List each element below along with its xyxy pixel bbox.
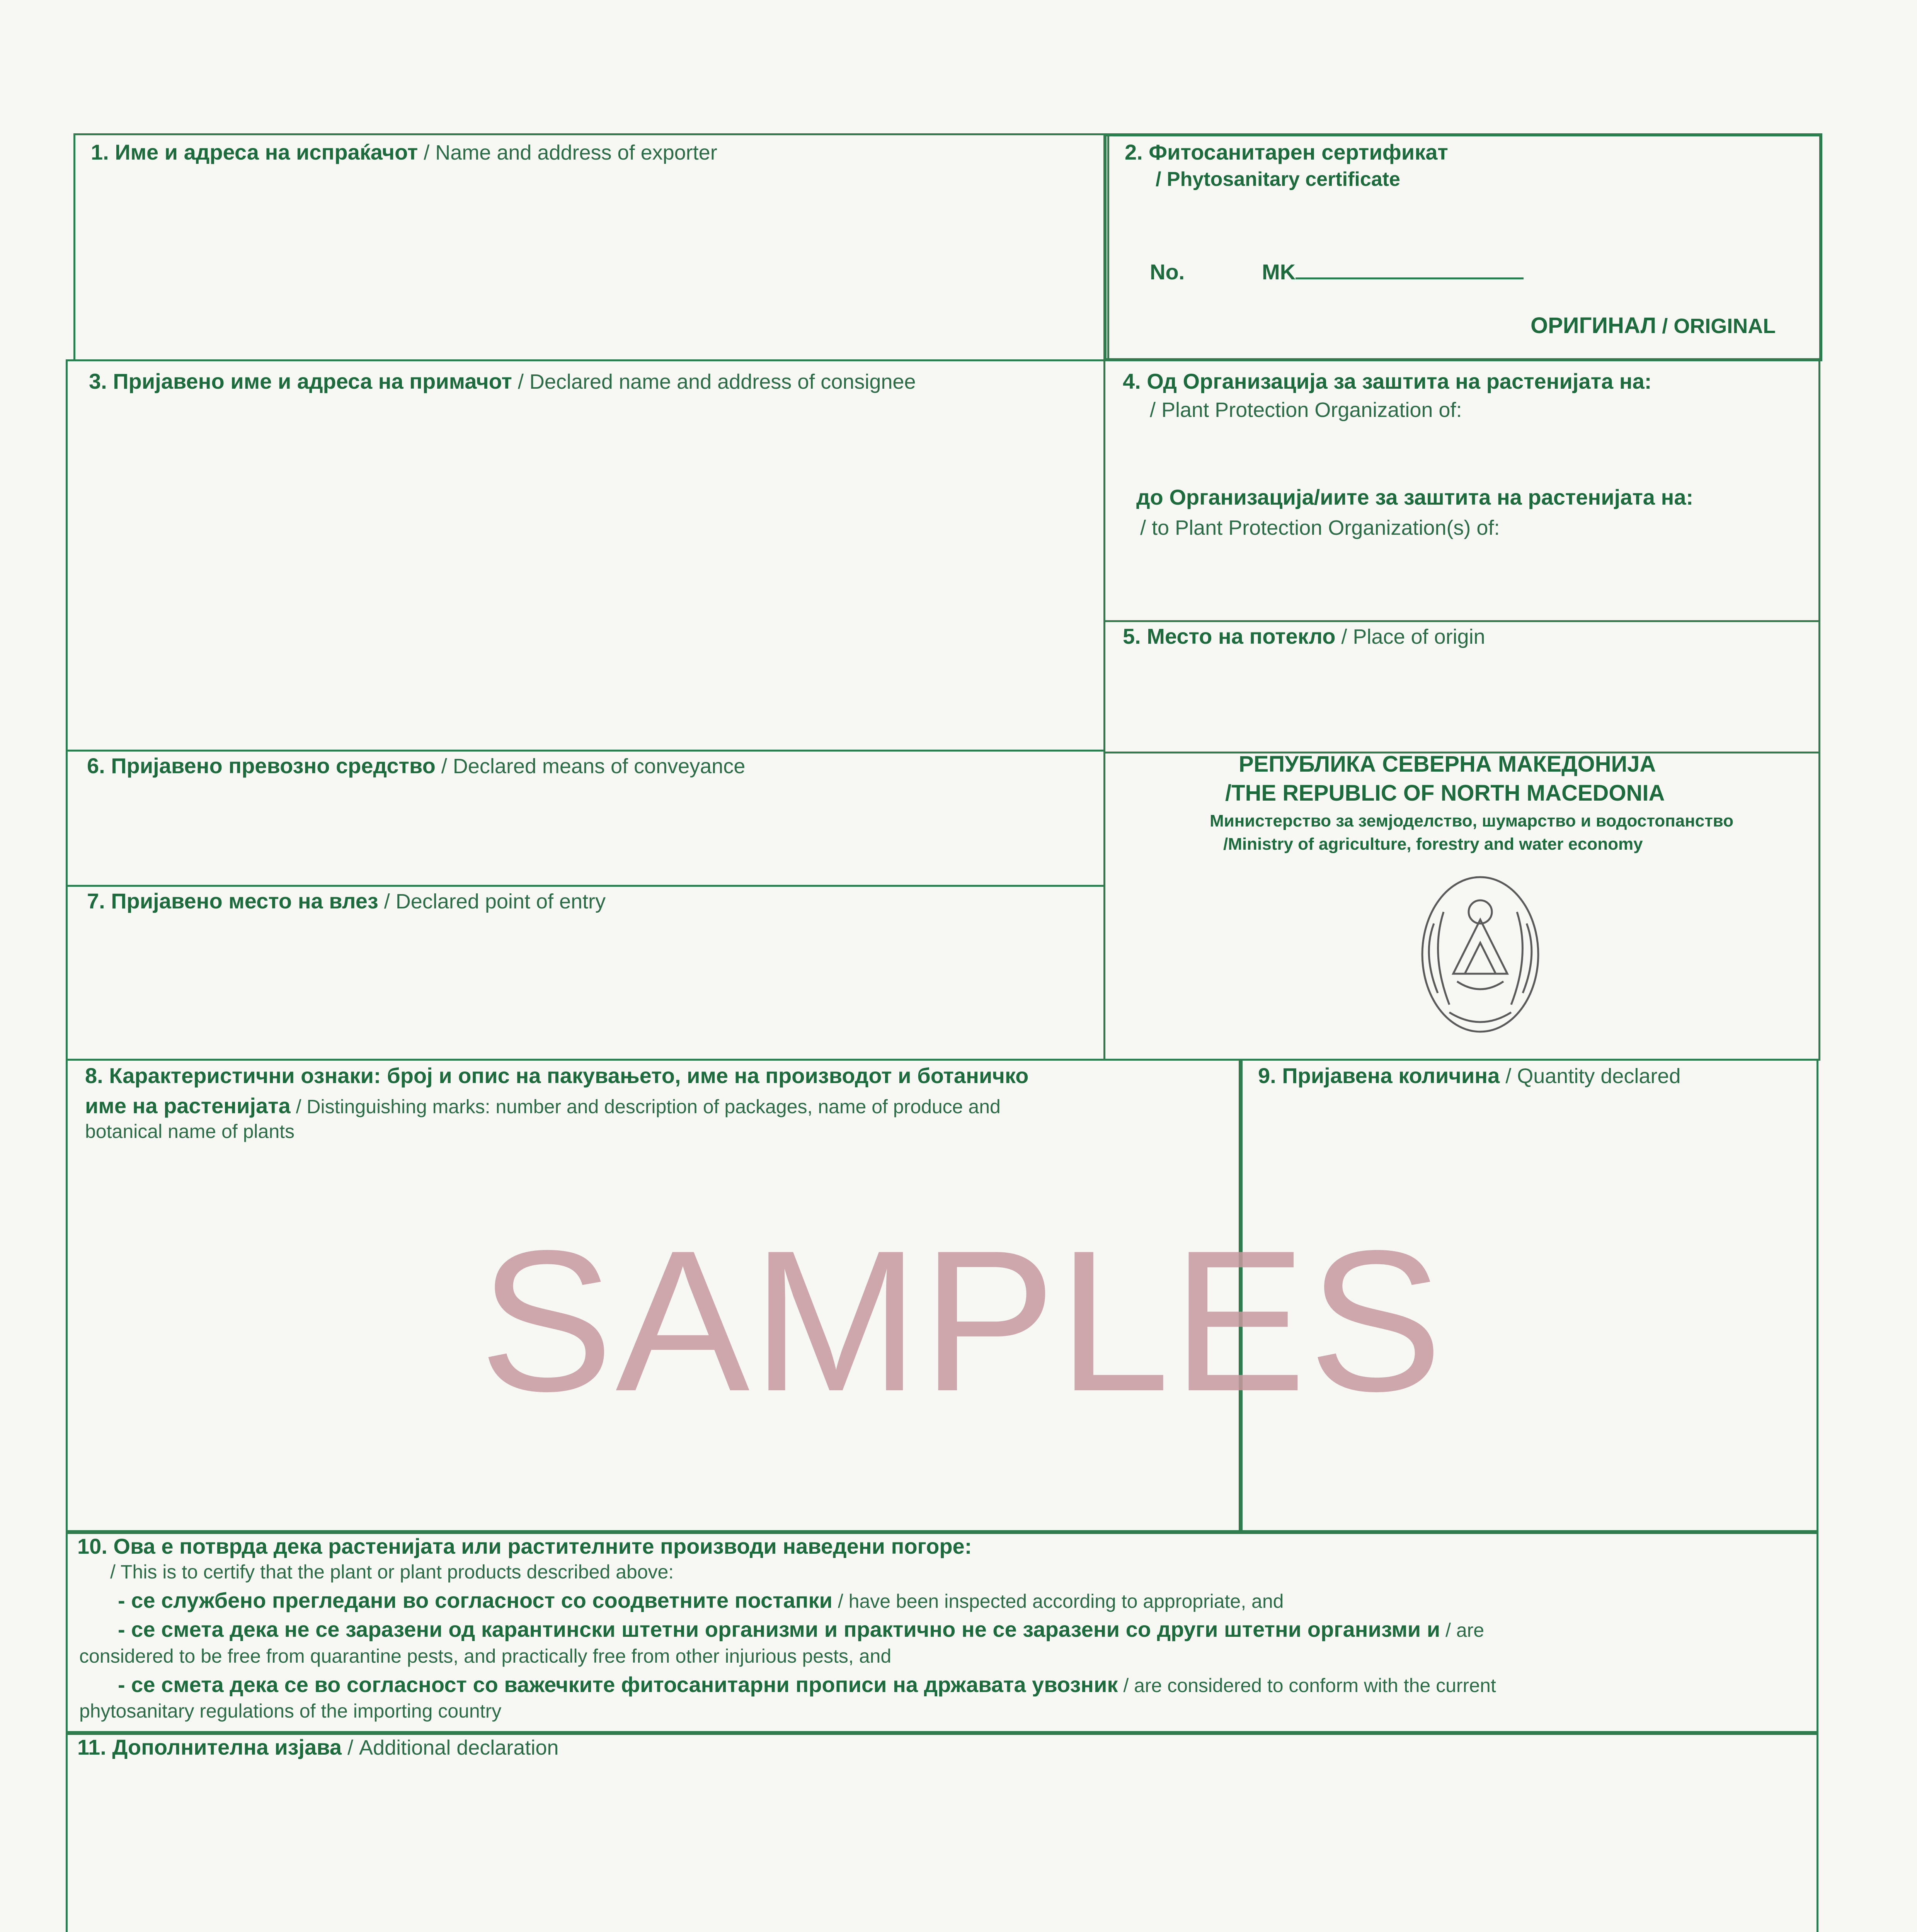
field-10-line2-cont: considered to be free from quarantine pests, and practically free from other injurious pests, and [79, 1645, 892, 1667]
field-4-label-from: 4. Од Организација за заштита на растенијата на: [1123, 369, 1652, 393]
samples-watermark: SAMPLES [479, 1209, 1445, 1433]
field-8-label-line1: 8. Карактеристични ознаки: број и опис на пакувањето, име на производот и ботаничко [85, 1063, 1029, 1088]
field-9-label: 9. Пријавена количина / Quantity declared [1258, 1063, 1681, 1088]
field-10-line1: - се службено прегледани во согласност со соодветните постапки / have been inspected according to appropriate, and [118, 1588, 1284, 1612]
field-7-label: 7. Пријавено место на влез / Declared point of entry [87, 889, 606, 913]
field-1-label: 1. Име и адреса на испраќачот / Name and address of exporter [91, 140, 717, 164]
field-8-label-line2: име на растенијата / Distinguishing marks: number and description of packages, name of produce and [85, 1094, 1001, 1118]
field-11-additional-declaration [66, 1731, 1818, 1932]
field-8-label-line3: botanical name of plants [85, 1121, 295, 1142]
field-3-consignee [66, 359, 1105, 752]
authority-country-mk: РЕПУБЛИКА СЕВЕРНА МАКЕДОНИЈА [1239, 752, 1656, 777]
field-2-number-line [1296, 262, 1524, 279]
field-10-subtitle: / This is to certify that the plant or plant products described above: [110, 1561, 674, 1583]
field-2-no-label: No. [1150, 260, 1185, 284]
field-2-subtitle: / Phytosanitary certificate [1156, 168, 1400, 190]
field-2-original: ОРИГИНАЛ / ORIGINAL [1531, 313, 1776, 338]
authority-ministry-en: /Ministry of agriculture, forestry and water economy [1223, 835, 1643, 854]
field-4-label-to-en: / to Plant Protection Organization(s) of: [1140, 516, 1500, 539]
field-5-label: 5. Место на потекло / Place of origin [1123, 624, 1485, 648]
field-10-title: 10. Ова е потврда дека растенијата или растителните производи наведени погоре: [77, 1534, 972, 1558]
field-2-mk-prefix: MK [1262, 260, 1296, 284]
field-10-line3-cont: phytosanitary regulations of the importing country [79, 1700, 502, 1722]
field-10-line3: - се смета дека се во согласност со важечките фитосанитарни прописи на државата увозник / are considered to conform with the current [118, 1672, 1496, 1697]
field-1-exporter [73, 133, 1109, 361]
field-2-title: 2. Фитосанитарен сертификат [1125, 140, 1448, 164]
field-3-label: 3. Пријавено име и адреса на примачот / Declared name and address of consignee [89, 369, 916, 393]
field-4-label-to: до Организација/иите за заштита на растенијата на: [1136, 485, 1694, 509]
field-2-number[interactable] [1262, 260, 1524, 284]
coat-of-arms-emblem [1407, 866, 1554, 1043]
field-6-label: 6. Пријавено превозно средство / Declared means of conveyance [87, 753, 746, 778]
field-4-label-from-en: / Plant Protection Organization of: [1150, 398, 1462, 422]
authority-ministry-mk: Министерство за земјоделство, шумарство и водостопанство [1210, 811, 1734, 830]
authority-country-en: /THE REPUBLIC OF NORTH MACEDONIA [1225, 781, 1665, 806]
field-10-line2: - се смета дека не се заразени од карантински штетни организми и практично не се заразени со други штетни организми и / are [118, 1617, 1485, 1641]
field-11-label: 11. Дополнителна изјава / Additional declaration [77, 1735, 559, 1759]
